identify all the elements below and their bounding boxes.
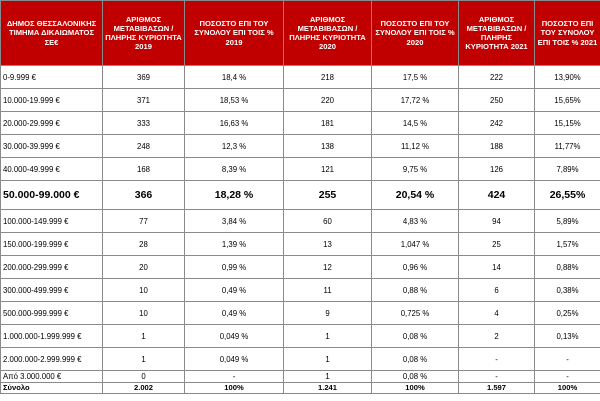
- table-cell: 14: [459, 256, 535, 279]
- table-cell: 28: [103, 233, 185, 256]
- table-cell: -: [535, 348, 600, 371]
- table-cell: 218: [284, 66, 372, 89]
- header-transfers-2021: ΑΡΙΘΜΟΣ ΜΕΤΑΒΙΒΑΣΩΝ / ΠΛΗΡΗΣ ΚΥΡΙΟΤΗΤΑ 2021: [459, 1, 535, 66]
- table-cell: 1,39 %: [185, 233, 284, 256]
- table-cell: 0,049 %: [185, 325, 284, 348]
- table-row: [1, 256, 600, 279]
- table-row: [1, 112, 600, 135]
- price-range-cell: Από 3.000.000 €: [1, 371, 103, 383]
- table-cell: 0,049 %: [185, 348, 284, 371]
- price-range-cell: 200.000-299.999 €: [1, 256, 103, 279]
- table-cell: 255: [284, 181, 372, 210]
- table-cell: 1,57%: [535, 233, 600, 256]
- table-cell: 14,5 %: [372, 112, 459, 135]
- table-cell: 12,3 %: [185, 135, 284, 158]
- table-cell: 0,49 %: [185, 302, 284, 325]
- table-row: [1, 158, 600, 181]
- table-cell: 126: [459, 158, 535, 181]
- table-cell: 138: [284, 135, 372, 158]
- price-range-cell: 100.000-149.999 €: [1, 210, 103, 233]
- table-cell: 0,99 %: [185, 256, 284, 279]
- price-range-cell: 300.000-499.999 €: [1, 279, 103, 302]
- price-range-cell: 50.000-99.000 €: [1, 181, 103, 210]
- table-cell: 222: [459, 66, 535, 89]
- table-row: [1, 66, 600, 89]
- header-row: [1, 1, 600, 66]
- table-cell: 8,39 %: [185, 158, 284, 181]
- table-cell: -: [459, 371, 535, 383]
- table-cell: 10: [103, 279, 185, 302]
- table-cell: 10: [103, 302, 185, 325]
- table-cell: 333: [103, 112, 185, 135]
- table-cell: 5,89%: [535, 210, 600, 233]
- table-row: [1, 89, 600, 112]
- table-cell: 2: [459, 325, 535, 348]
- table-cell: 1: [103, 348, 185, 371]
- table-cell: 16,63 %: [185, 112, 284, 135]
- table-cell: 0,49 %: [185, 279, 284, 302]
- table-cell: 13: [284, 233, 372, 256]
- table-row: [1, 302, 600, 325]
- table-cell: 250: [459, 89, 535, 112]
- table-cell: 366: [103, 181, 185, 210]
- price-range-cell: 2.000.000-2.999.999 €: [1, 348, 103, 371]
- table-cell: 369: [103, 66, 185, 89]
- table-cell: 11,77%: [535, 135, 600, 158]
- table-cell: 4,83 %: [372, 210, 459, 233]
- table-cell: 3,84 %: [185, 210, 284, 233]
- table-cell: 6: [459, 279, 535, 302]
- total-row: [1, 383, 600, 394]
- header-share-2021: ΠΟΣΟΣΤΟ ΕΠΙ ΤΟΥ ΣΥΝΟΛΟΥ ΕΠΙ ΤΟΙΣ % 2021: [535, 1, 600, 66]
- table-cell: 0,08 %: [372, 371, 459, 383]
- table-cell: 11,12 %: [372, 135, 459, 158]
- table-cell: 77: [103, 210, 185, 233]
- table-cell: 0,88%: [535, 256, 600, 279]
- table-cell: 1.597: [459, 383, 535, 394]
- table-cell: 17,5 %: [372, 66, 459, 89]
- table-cell: 12: [284, 256, 372, 279]
- table-cell: 371: [103, 89, 185, 112]
- table-cell: 18,28 %: [185, 181, 284, 210]
- table-cell: -: [535, 371, 600, 383]
- table-cell: 242: [459, 112, 535, 135]
- total-label: Σύνολο: [1, 383, 103, 394]
- price-range-cell: 500.000-999.999 €: [1, 302, 103, 325]
- price-range-cell: 10.000-19.999 €: [1, 89, 103, 112]
- table-cell: -: [459, 348, 535, 371]
- table-row: [1, 279, 600, 302]
- table-cell: 0,08 %: [372, 348, 459, 371]
- table-cell: 4: [459, 302, 535, 325]
- table-row: [1, 371, 600, 383]
- price-range-cell: 40.000-49.999 €: [1, 158, 103, 181]
- header-transfers-2020: ΑΡΙΘΜΟΣ ΜΕΤΑΒΙΒΑΣΩΝ / ΠΛΗΡΗΣ ΚΥΡΙΟΤΗΤΑ 2020: [284, 1, 372, 66]
- price-range-cell: 150.000-199.999 €: [1, 233, 103, 256]
- table-cell: 0,88 %: [372, 279, 459, 302]
- table-cell: 13,90%: [535, 66, 600, 89]
- table-cell: 60: [284, 210, 372, 233]
- table-cell: 18,53 %: [185, 89, 284, 112]
- table-cell: 25: [459, 233, 535, 256]
- header-share-2019: ΠΟΣΟΣΤΟ ΕΠΙ ΤΟΥ ΣΥΝΟΛΟΥ ΕΠΙ ΤΟΙΣ % 2019: [185, 1, 284, 66]
- table-cell: 17,72 %: [372, 89, 459, 112]
- table-cell: 168: [103, 158, 185, 181]
- table-cell: 7,89%: [535, 158, 600, 181]
- header-price-range: ΔΗΜΟΣ ΘΕΣΣΑΛΟΝΙΚΗΣ ΤΙΜΗΜΑ ΔΙΚΑΙΩΜΑΤΟΣ ΣΕ€: [1, 1, 103, 66]
- highlighted-row: [1, 181, 600, 210]
- table-cell: 18,4 %: [185, 66, 284, 89]
- price-range-cell: 20.000-29.999 €: [1, 112, 103, 135]
- header-transfers-2019: ΑΡΙΘΜΟΣ ΜΕΤΑΒΙΒΑΣΩΝ / ΠΛΗΡΗΣ ΚΥΡΙΟΤΗΤΑ 2019: [103, 1, 185, 66]
- table-cell: 26,55%: [535, 181, 600, 210]
- table-cell: 9: [284, 302, 372, 325]
- table-cell: 15,65%: [535, 89, 600, 112]
- table-cell: 248: [103, 135, 185, 158]
- table-cell: 1: [284, 325, 372, 348]
- table-cell: 100%: [372, 383, 459, 394]
- table-cell: 0,38%: [535, 279, 600, 302]
- price-range-cell: 1.000.000-1.999.999 €: [1, 325, 103, 348]
- table-cell: 100%: [185, 383, 284, 394]
- table-cell: 1,047 %: [372, 233, 459, 256]
- table-cell: 1.241: [284, 383, 372, 394]
- table-row: [1, 210, 600, 233]
- table-cell: 9,75 %: [372, 158, 459, 181]
- table-row: [1, 233, 600, 256]
- table-cell: -: [185, 371, 284, 383]
- header-share-2020: ΠΟΣΟΣΤΟ ΕΠΙ ΤΟΥ ΣΥΝΟΛΟΥ ΕΠΙ ΤΟΙΣ % 2020: [372, 1, 459, 66]
- table-cell: 1: [284, 371, 372, 383]
- table-cell: 20: [103, 256, 185, 279]
- table-cell: 188: [459, 135, 535, 158]
- table-cell: 15,15%: [535, 112, 600, 135]
- table-cell: 424: [459, 181, 535, 210]
- table-cell: 0: [103, 371, 185, 383]
- table-cell: 0,08 %: [372, 325, 459, 348]
- table-cell: 121: [284, 158, 372, 181]
- table-row: [1, 348, 600, 371]
- price-range-cell: 30.000-39.999 €: [1, 135, 103, 158]
- table-cell: 20,54 %: [372, 181, 459, 210]
- table-cell: 2.002: [103, 383, 185, 394]
- table-cell: 0,725 %: [372, 302, 459, 325]
- table-cell: 94: [459, 210, 535, 233]
- table-cell: 0,13%: [535, 325, 600, 348]
- table-cell: 181: [284, 112, 372, 135]
- table-cell: 0,25%: [535, 302, 600, 325]
- price-range-cell: 0-9.999 €: [1, 66, 103, 89]
- table-row: [1, 135, 600, 158]
- table-cell: 0,96 %: [372, 256, 459, 279]
- table-cell: 11: [284, 279, 372, 302]
- table-cell: 1: [284, 348, 372, 371]
- table-cell: 1: [103, 325, 185, 348]
- table-cell: 220: [284, 89, 372, 112]
- table-row: [1, 325, 600, 348]
- table-cell: 100%: [535, 383, 600, 394]
